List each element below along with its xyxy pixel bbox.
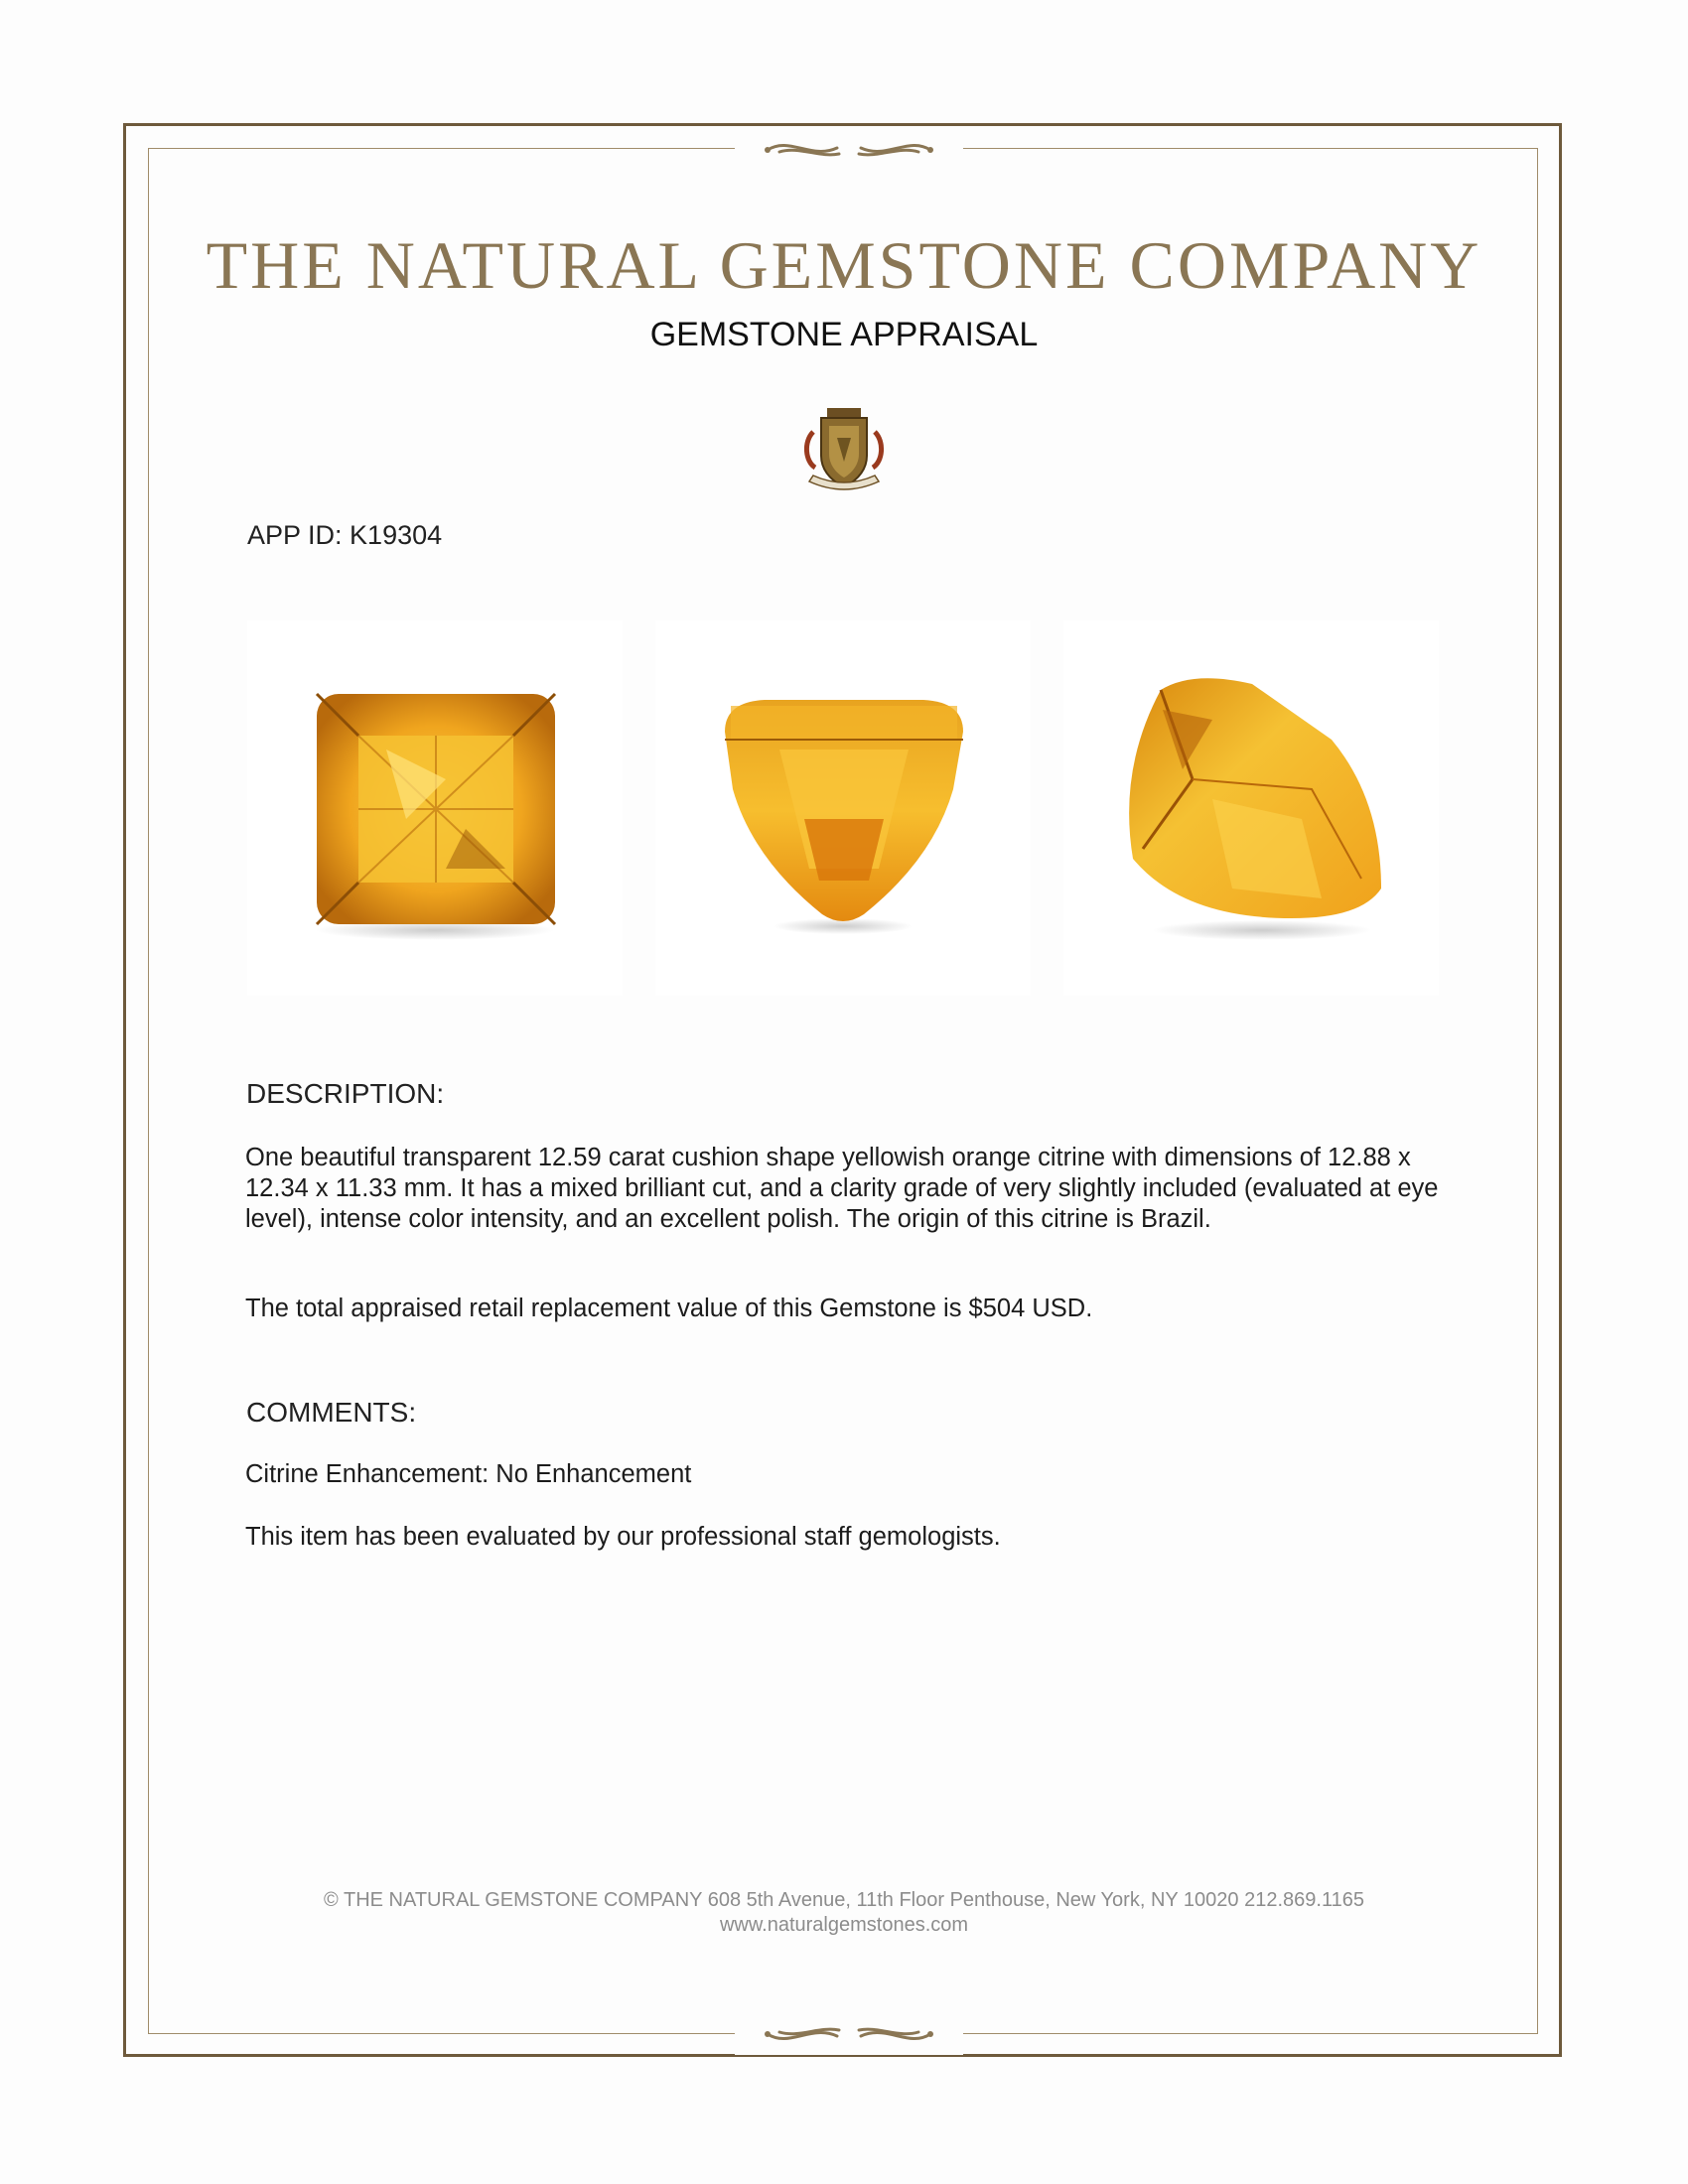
top-scroll-ornament — [735, 129, 963, 169]
appraised-value-statement: The total appraised retail replacement value of this Gemstone is $504 USD. — [245, 1295, 1093, 1322]
comments-heading: COMMENTS: — [246, 1397, 417, 1428]
description-heading: DESCRIPTION: — [246, 1078, 445, 1109]
footer-website-link[interactable]: www.naturalgemstones.com — [719, 1914, 969, 1936]
citrine-side-view-photo — [655, 620, 1031, 996]
evaluation-comment: This item has been evaluated by our professional staff gemologists. — [245, 1523, 1001, 1551]
citrine-angle-view-photo — [1063, 620, 1439, 996]
bottom-scroll-ornament — [735, 2015, 963, 2055]
enhancement-comment: Citrine Enhancement: No Enhancement — [245, 1460, 692, 1488]
citrine-top-view-photo — [247, 620, 623, 996]
footer-address: © THE NATURAL GEMSTONE COMPANY 608 5th Avenue, 11th Floor Penthouse, New York, NY 10020 212.869.1165 — [324, 1889, 1364, 1911]
description-text: One beautiful transparent 12.59 carat cushion shape yellowish orange citrine with dimensions of 12.88 x 12.34 x 11.33 mm. It has a mixed brilliant cut, and a clarity grade of very slightly included (evaluated at eye level), intense color intensity, and an excellent polish. The origin of this citrine is Brazil. — [245, 1144, 1439, 1233]
company-name: THE NATURAL GEMSTONE COMPANY — [206, 227, 1482, 303]
appraisal-id: APP ID: K19304 — [247, 520, 443, 550]
document-title: GEMSTONE APPRAISAL — [649, 316, 1039, 353]
company-crest-logo — [799, 402, 889, 496]
